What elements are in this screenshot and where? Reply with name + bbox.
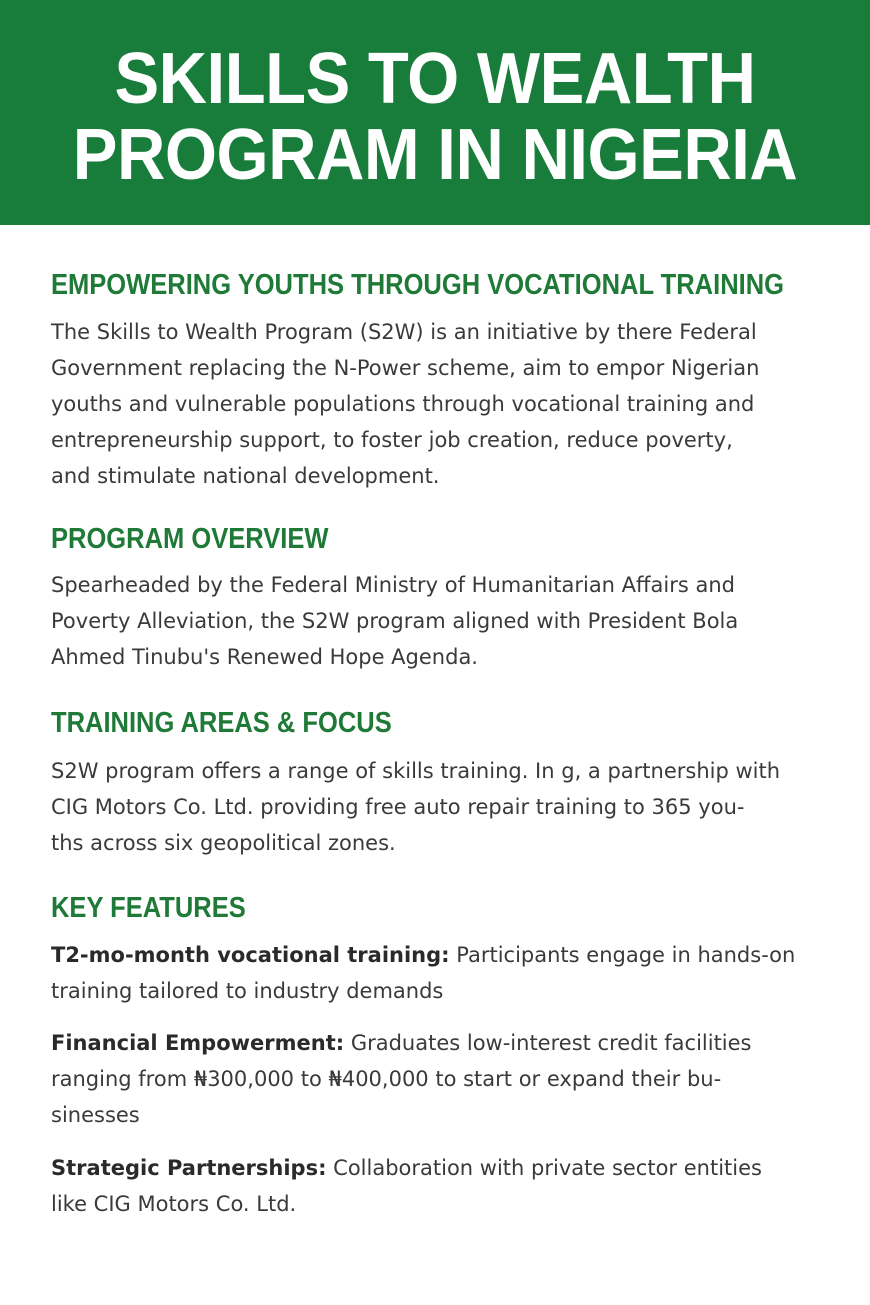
page-title-line-1: SKILLS TO WEALTH (114, 39, 756, 119)
title-banner (0, 0, 870, 225)
feature-label: Strategic Partnerships: (51, 1156, 327, 1180)
text-line: The Skills to Wealth Program (S2W) is an initiative by there Federal (51, 320, 757, 344)
feature-vocational-training (51, 937, 841, 1009)
heading-training-areas: TRAINING AREAS & FOCUS (51, 707, 392, 739)
text-line (51, 1025, 841, 1061)
feature-text: Collaboration with private sector entities (326, 1156, 762, 1180)
text-line: ths across six geopolitical zones. (51, 831, 396, 855)
text-line: entrepreneurship support, to foster job creation, reduce poverty, (51, 428, 733, 452)
heading-program-overview: PROGRAM OVERVIEW (51, 523, 329, 555)
heading-key-features: KEY FEATURES (51, 892, 246, 924)
text-line: CIG Motors Co. Ltd. providing free auto repair training to 365 you- (51, 795, 745, 819)
text-line: Poverty Alleviation, the S2W program aligned with President Bola (51, 609, 739, 633)
text-line (51, 1150, 841, 1186)
text-line (51, 937, 841, 973)
text-line: sinesses (51, 1103, 140, 1127)
heading-empowering-youths: EMPOWERING YOUTHS THROUGH VOCATIONAL TRAINING (51, 269, 785, 301)
feature-financial-empowerment (51, 1025, 841, 1133)
text-line: and stimulate national development. (51, 464, 440, 488)
feature-text: Participants engage in hands-on (449, 943, 796, 967)
text-line: like CIG Motors Co. Ltd. (51, 1192, 297, 1216)
feature-label: T2-mo-month vocational training: (51, 943, 450, 967)
paragraph-training-areas (51, 753, 841, 861)
paragraph-empowering-youths (51, 314, 841, 494)
paragraph-program-overview (51, 567, 841, 675)
feature-text: Graduates low-interest credit facilities (344, 1031, 752, 1055)
text-line: Ahmed Tinubu's Renewed Hope Agenda. (51, 645, 478, 669)
feature-label: Financial Empowerment: (51, 1031, 345, 1055)
page-title-line-2: PROGRAM IN NIGERIA (72, 115, 798, 195)
text-line: Government replacing the N-Power scheme, aim to empor Nigerian (51, 356, 760, 380)
text-line: S2W program offers a range of skills training. In g, a partnership with (51, 759, 781, 783)
text-line: Spearheaded by the Federal Ministry of Humanitarian Affairs and (51, 573, 735, 597)
text-line: youths and vulnerable populations through vocational training and (51, 392, 755, 416)
text-line: training tailored to industry demands (51, 979, 444, 1003)
feature-strategic-partnerships (51, 1150, 841, 1222)
text-line: ranging from ₦300,000 to ₦400,000 to start or expand their bu- (51, 1067, 722, 1091)
